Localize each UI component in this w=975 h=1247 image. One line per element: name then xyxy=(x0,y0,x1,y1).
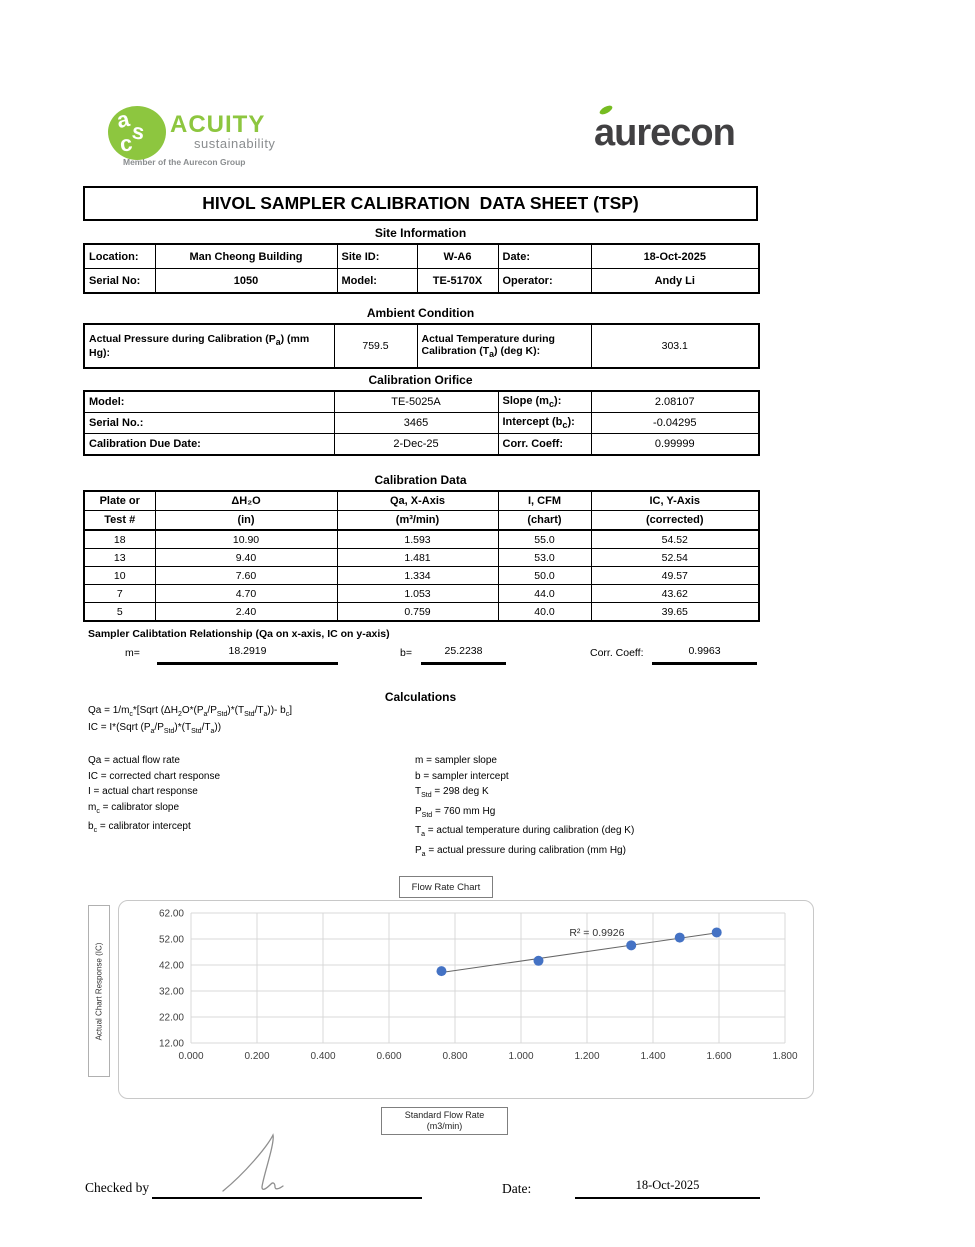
flow-rate-chart-plot xyxy=(119,901,813,1097)
ambient-condition-table xyxy=(83,323,760,369)
cell: 40.0 xyxy=(498,603,591,622)
calibration-orifice-heading: Calibration Orifice xyxy=(368,373,473,387)
actual-temperature-value: 303.1 xyxy=(591,324,759,368)
relationship-heading: Sampler Calibtation Relationship (Qa on x-axis, IC on y-axis) xyxy=(88,628,390,640)
orifice-corr-coeff-value: 0.99999 xyxy=(591,434,759,456)
document-title: HIVOL SAMPLER CALIBRATION DATA SHEET (TSP) xyxy=(83,186,758,221)
x-tick-label: 0.000 xyxy=(178,1051,204,1062)
cell: 10.90 xyxy=(155,530,337,549)
orifice-intercept-label: Intercept $(b_c)$: xyxy=(498,413,591,434)
r-squared-label: R² = 0.9926 xyxy=(569,926,625,939)
cell: 49.57 xyxy=(591,567,759,585)
calibration-data-heading: Calibration Data xyxy=(374,473,467,487)
table-row xyxy=(84,585,759,603)
table-row xyxy=(84,413,759,434)
acuity-blob-letter: s xyxy=(130,118,146,145)
serial-no-label: Serial No: xyxy=(84,269,155,294)
cell: 7.60 xyxy=(155,567,337,585)
cell: 1.481 xyxy=(337,549,498,567)
cell: 5 xyxy=(84,603,155,622)
definition: Qa = actual flow rate xyxy=(88,755,180,766)
col-header: I, CFM xyxy=(498,491,591,511)
table-row xyxy=(84,567,759,585)
acuity-logo-icon xyxy=(108,106,166,160)
table-row xyxy=(84,530,759,549)
aurecon-logo: aurecon xyxy=(594,112,735,154)
actual-pressure-label: Actual Pressure during Calibration $(P_a)$ (mm Hg): xyxy=(84,324,334,368)
acuity-logo-name: ACUITY xyxy=(170,111,266,138)
actual-temperature-label: Actual Temperature during Calibration $(T_a)$ (deg K): xyxy=(417,324,591,368)
y-tick-label: 42.00 xyxy=(158,960,184,972)
data-point xyxy=(626,940,636,950)
signature-icon xyxy=(215,1133,305,1195)
table-row xyxy=(84,391,759,413)
table-row xyxy=(84,434,759,456)
cell: 9.40 xyxy=(155,549,337,567)
checked-by-label: Checked by xyxy=(85,1180,150,1195)
definition: b = sampler intercept xyxy=(415,770,509,782)
definition: $P_a$ = actual pressure during calibration (mm Hg) xyxy=(415,844,626,858)
orifice-corr-coeff-label: Corr. Coeff: xyxy=(498,434,591,456)
date-label: Date: xyxy=(498,244,591,269)
serial-no-value: 1050 xyxy=(155,269,337,294)
cell: 0.759 xyxy=(337,603,498,622)
x-tick-label: 1.800 xyxy=(772,1051,798,1062)
data-point xyxy=(436,966,446,976)
cell: 44.0 xyxy=(498,585,591,603)
cell: 50.0 xyxy=(498,567,591,585)
b-value: 25.2238 xyxy=(421,645,506,665)
acuity-blob-letter: c xyxy=(118,130,134,157)
date-value: 18-Oct-2025 xyxy=(591,244,759,269)
b-label: b= xyxy=(400,647,412,659)
definition: IC = corrected chart response xyxy=(88,770,221,782)
definition: $m_c$ = calibrator slope xyxy=(88,801,180,815)
site-information-table xyxy=(83,243,760,294)
cell: 52.54 xyxy=(591,549,759,567)
y-axis-label-text: Actual Chart Response (IC) xyxy=(94,942,104,1040)
y-tick-label: 52.00 xyxy=(158,934,184,946)
definitions-left xyxy=(88,753,220,839)
col-subheader: (chart) xyxy=(498,511,591,531)
cell: 54.52 xyxy=(591,530,759,549)
x-tick-label: 1.600 xyxy=(706,1051,732,1062)
acuity-logo-tagline: sustainability xyxy=(194,136,276,151)
orifice-serial-value: 3465 xyxy=(334,413,498,434)
x-tick-label: 1.000 xyxy=(508,1051,534,1062)
cell: 18 xyxy=(84,530,155,549)
orifice-intercept-value: -0.04295 xyxy=(591,413,759,434)
y-tick-label: 32.00 xyxy=(158,986,184,998)
m-label: m= xyxy=(125,647,140,659)
cell: 7 xyxy=(84,585,155,603)
cell: 10 xyxy=(84,567,155,585)
data-point xyxy=(533,956,543,966)
orifice-model-value: TE-5025A xyxy=(334,391,498,413)
x-tick-label: 0.200 xyxy=(244,1051,270,1062)
ambient-condition-heading: Ambient Condition xyxy=(366,306,475,320)
x-tick-label: 0.400 xyxy=(310,1051,336,1062)
orifice-due-date-value: 2-Dec-25 xyxy=(334,434,498,456)
y-tick-label: 62.00 xyxy=(158,908,184,920)
table-header-row xyxy=(84,491,759,511)
date-value: 18-Oct-2025 xyxy=(575,1178,760,1199)
location-value: Man Cheong Building xyxy=(155,244,337,269)
site-id-value: W-A6 xyxy=(417,244,498,269)
cell: 13 xyxy=(84,549,155,567)
corr-coeff-label: Corr. Coeff: xyxy=(590,647,644,659)
table-row xyxy=(84,244,759,269)
table-row xyxy=(84,269,759,294)
col-subheader: Test # xyxy=(84,511,155,531)
calibration-data-table xyxy=(83,490,760,622)
model-label: Model: xyxy=(337,269,417,294)
x-tick-label: 1.400 xyxy=(640,1051,666,1062)
site-id-label: Site ID: xyxy=(337,244,417,269)
table-row xyxy=(84,603,759,622)
definition: $b_c$ = calibrator intercept xyxy=(88,821,191,834)
operator-value: Andy Li xyxy=(591,269,759,294)
y-tick-label: 22.00 xyxy=(158,1012,184,1024)
col-subheader: (in) xyxy=(155,511,337,531)
col-header: IC, Y-Axis xyxy=(591,491,759,511)
acuity-member-text: Member of the Aurecon Group xyxy=(123,157,246,167)
chart-x-axis-label xyxy=(381,1107,508,1135)
orifice-slope-label: Slope $(m_c)$: xyxy=(498,391,591,413)
y-tick-label: 12.00 xyxy=(158,1038,184,1050)
definition: I = actual chart response xyxy=(88,786,198,797)
cell: 55.0 xyxy=(498,530,591,549)
table-subheader-row xyxy=(84,511,759,531)
acuity-blob-letter: a xyxy=(114,106,132,134)
ic-formula: IC = I*(Sqrt $(P_a/P_{Std})*(T_{Std}/T_a)$) xyxy=(88,722,222,735)
cell: 1.053 xyxy=(337,585,498,603)
x-axis-label-line1: Standard Flow Rate xyxy=(404,1110,485,1120)
cell: 4.70 xyxy=(155,585,337,603)
definition: $P_{Std} = 760$ mm Hg xyxy=(415,805,496,819)
flow-rate-chart xyxy=(118,900,814,1099)
cell: 1.334 xyxy=(337,567,498,585)
operator-label: Operator: xyxy=(498,269,591,294)
definition: m = sampler slope xyxy=(415,755,497,766)
model-value: TE-5170X xyxy=(417,269,498,294)
corr-coeff-value: 0.9963 xyxy=(652,645,757,665)
cell: 39.65 xyxy=(591,603,759,622)
location-label: Location: xyxy=(84,244,155,269)
definitions-right xyxy=(415,753,634,862)
qa-formula: $Qa = 1/m_c*[Sqrt$ $(\Delta H_2O*(P_a/P_{Std})*(T_{Std}/T_a))-$ $b_c$] xyxy=(88,705,292,718)
orifice-due-date-label: Calibration Due Date: xyxy=(84,434,334,456)
col-header: ΔH₂O xyxy=(155,491,337,511)
orifice-slope-value: 2.08107 xyxy=(591,391,759,413)
x-tick-label: 0.800 xyxy=(442,1051,468,1062)
actual-pressure-value: 759.5 xyxy=(334,324,417,368)
col-header: Plate or xyxy=(84,491,155,511)
m-value: 18.2919 xyxy=(157,645,338,665)
x-tick-label: 0.600 xyxy=(376,1051,402,1062)
cell: 53.0 xyxy=(498,549,591,567)
site-information-heading: Site Information xyxy=(374,226,467,240)
orifice-model-label: Model: xyxy=(84,391,334,413)
date-label: Date: xyxy=(502,1181,532,1196)
table-row xyxy=(84,549,759,567)
x-tick-label: 1.200 xyxy=(574,1051,600,1062)
x-axis-label-line2: (m3/min) xyxy=(426,1121,463,1131)
orifice-serial-label: Serial No.: xyxy=(84,413,334,434)
chart-title: Flow Rate Chart xyxy=(399,876,493,898)
data-point xyxy=(675,933,685,943)
col-header: Qa, X-Axis xyxy=(337,491,498,511)
definition: $T_a$ = actual temperature during calibration (deg K) xyxy=(415,825,635,838)
col-subheader: (m³/min) xyxy=(337,511,498,531)
calibration-orifice-table xyxy=(83,390,760,456)
col-subheader: (corrected) xyxy=(591,511,759,531)
table-row xyxy=(84,324,759,368)
data-point xyxy=(712,927,722,937)
cell: 1.593 xyxy=(337,530,498,549)
chart-y-axis-label xyxy=(88,905,110,1077)
calculations-heading: Calculations xyxy=(384,690,457,704)
cell: 2.40 xyxy=(155,603,337,622)
cell: 43.62 xyxy=(591,585,759,603)
definition: $T_{Std} = 298$ deg K xyxy=(415,786,489,799)
